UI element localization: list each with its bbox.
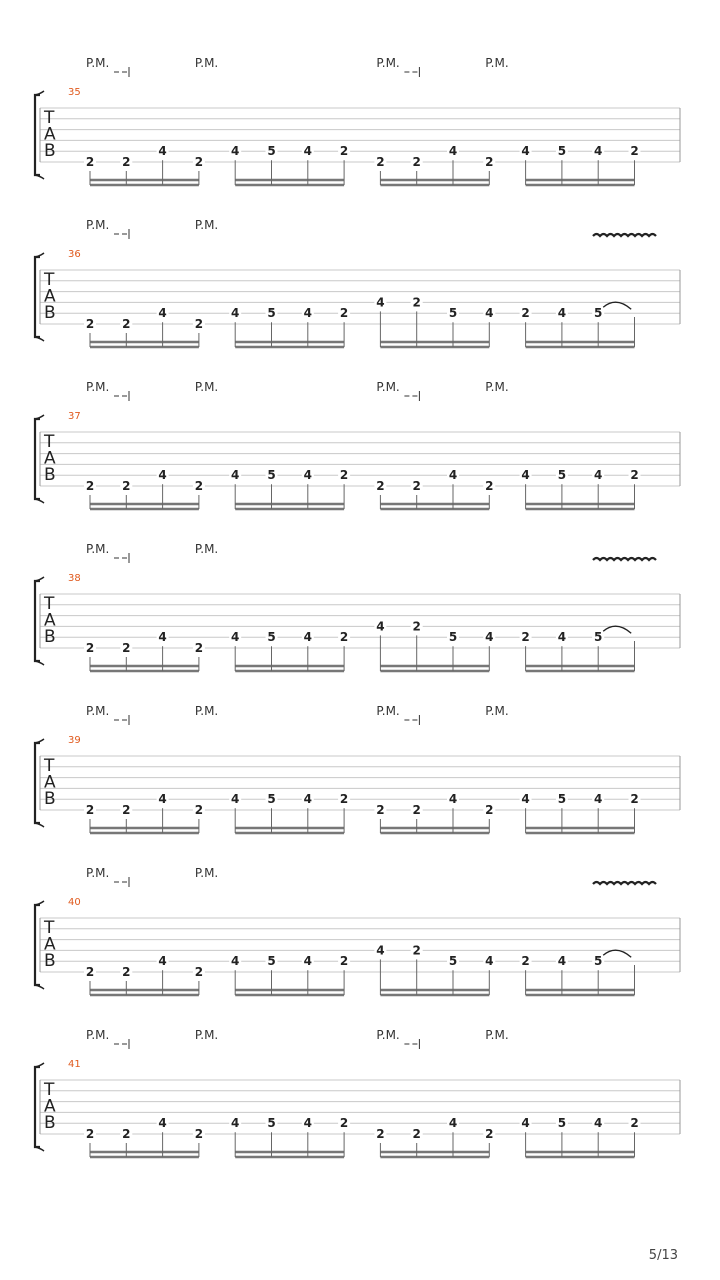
tab-clef-letter: B — [44, 951, 56, 971]
fret-number: 2 — [376, 479, 385, 493]
fret-number: 2 — [122, 1127, 131, 1141]
fret-number: 4 — [158, 792, 167, 807]
system-bracket — [35, 905, 40, 985]
fret-number: 2 — [85, 641, 95, 655]
fret-number: 2 — [412, 155, 421, 169]
fret-number: 5 — [448, 954, 458, 969]
fret-number: 4 — [376, 295, 385, 310]
fret-number: 4 — [485, 630, 494, 645]
fret-number: 2 — [376, 155, 385, 169]
palm-mute-label: P.M. — [86, 542, 110, 556]
tab-clef-letter: T — [44, 270, 55, 290]
tab-clef-letter: T — [44, 918, 55, 938]
tie-arc — [603, 950, 631, 957]
fret-number: 2 — [521, 306, 530, 321]
fret-number: 2 — [339, 1116, 349, 1131]
fret-number: 5 — [267, 630, 276, 645]
fret-number: 2 — [122, 641, 131, 655]
fret-number: 4 — [448, 1116, 458, 1131]
fret-number: 5 — [557, 792, 567, 807]
system-bracket — [35, 743, 40, 823]
fret-number: 5 — [594, 630, 603, 645]
fret-number: 4 — [158, 468, 167, 483]
fret-number: 2 — [85, 1127, 95, 1141]
palm-mute-label: P.M. — [86, 56, 110, 70]
tab-clef-letter: A — [44, 448, 56, 469]
fret-number: 2 — [630, 1116, 639, 1131]
fret-number: 4 — [303, 792, 312, 807]
palm-mute-label: P.M. — [194, 542, 219, 556]
bracket-hook — [35, 91, 44, 95]
tab-clef-letter: B — [44, 465, 56, 485]
fret-number: 2 — [521, 630, 530, 645]
fret-number: 2 — [339, 306, 349, 321]
tab-clef-letter: B — [44, 141, 56, 161]
palm-mute-label: P.M. — [194, 56, 219, 70]
fret-number: 4 — [303, 306, 312, 321]
tie-arc — [603, 626, 631, 633]
tab-clef-letter: A — [44, 1096, 56, 1117]
tab-clef-letter: T — [44, 756, 55, 776]
tab-clef-letter: A — [44, 772, 56, 793]
measure-number: 41 — [68, 1059, 81, 1070]
system-bracket — [35, 95, 40, 175]
fret-number: 2 — [376, 803, 385, 817]
bracket-hook — [35, 823, 44, 827]
fret-number: 5 — [557, 1116, 567, 1131]
fret-number: 5 — [557, 468, 567, 483]
fret-number: 4 — [303, 630, 312, 645]
fret-number: 4 — [521, 1116, 530, 1131]
fret-number: 2 — [85, 479, 95, 493]
fret-number: 2 — [485, 479, 494, 493]
fret-number: 4 — [231, 954, 240, 969]
palm-mute-label: P.M. — [485, 56, 509, 70]
fret-number: 4 — [448, 468, 458, 483]
fret-number: 4 — [158, 306, 167, 321]
fret-number: 4 — [231, 468, 240, 483]
fret-number: 2 — [630, 792, 639, 807]
system-bracket — [35, 419, 40, 499]
fret-number: 2 — [122, 317, 131, 331]
fret-number: 2 — [85, 155, 95, 169]
fret-number: 2 — [412, 1127, 421, 1141]
tab-clef-letter: T — [44, 108, 55, 128]
fret-number: 4 — [594, 1116, 603, 1131]
bracket-hook — [35, 175, 44, 179]
bracket-hook — [35, 337, 44, 341]
fret-number: 2 — [194, 1127, 204, 1141]
palm-mute-label: P.M. — [86, 218, 110, 232]
fret-number: 2 — [194, 155, 204, 169]
bracket-hook — [35, 253, 44, 257]
tab-clef-letter: T — [44, 432, 55, 452]
tab-clef-letter: A — [44, 124, 56, 145]
fret-number: 4 — [158, 630, 167, 645]
bracket-hook — [35, 1147, 44, 1151]
bracket-hook — [35, 1063, 44, 1067]
palm-mute-label: P.M. — [485, 380, 509, 394]
tab-clef-letter: B — [44, 789, 56, 809]
palm-mute-label: P.M. — [194, 218, 219, 232]
palm-mute-label: P.M. — [86, 1028, 110, 1042]
fret-number: 5 — [448, 630, 458, 645]
tie-arc — [603, 302, 631, 309]
fret-number: 4 — [376, 619, 385, 634]
bracket-hook — [35, 985, 44, 989]
fret-number: 5 — [594, 306, 603, 321]
fret-number: 2 — [194, 965, 204, 979]
palm-mute-label: P.M. — [376, 56, 400, 70]
fret-number: 4 — [485, 306, 494, 321]
fret-number: 2 — [339, 792, 349, 807]
tab-clef-letter: T — [44, 594, 55, 614]
palm-mute-label: P.M. — [485, 1028, 509, 1042]
palm-mute-label: P.M. — [376, 380, 400, 394]
measure-number: 36 — [68, 249, 81, 260]
fret-number: 4 — [521, 144, 530, 159]
fret-number: 4 — [521, 468, 530, 483]
fret-number: 2 — [521, 954, 530, 969]
fret-number: 4 — [231, 144, 240, 159]
fret-number: 5 — [557, 144, 567, 159]
bracket-hook — [35, 415, 44, 419]
bracket-hook — [35, 577, 44, 581]
fret-number: 4 — [557, 630, 567, 645]
palm-mute-label: P.M. — [194, 866, 219, 880]
bracket-hook — [35, 499, 44, 503]
fret-number: 2 — [85, 317, 95, 331]
palm-mute-label: P.M. — [194, 1028, 219, 1042]
fret-number: 4 — [303, 1116, 312, 1131]
tab-clef-letter: A — [44, 934, 56, 955]
fret-number: 4 — [594, 468, 603, 483]
tab-clef-letter: T — [44, 1080, 55, 1100]
tab-clef-letter: B — [44, 627, 56, 647]
bracket-hook — [35, 739, 44, 743]
palm-mute-label: P.M. — [376, 704, 400, 718]
fret-number: 5 — [267, 144, 276, 159]
palm-mute-label: P.M. — [86, 380, 110, 394]
measure-number: 40 — [68, 897, 81, 908]
fret-number: 2 — [485, 1127, 494, 1141]
fret-number: 2 — [412, 479, 421, 493]
fret-number: 4 — [448, 144, 458, 159]
fret-number: 2 — [122, 803, 131, 817]
measure-number: 35 — [68, 87, 81, 98]
fret-number: 4 — [594, 144, 603, 159]
fret-number: 4 — [594, 792, 603, 807]
fret-number: 2 — [412, 943, 421, 958]
fret-number: 4 — [231, 1116, 240, 1131]
fret-number: 5 — [267, 306, 276, 321]
fret-number: 4 — [303, 144, 312, 159]
fret-number: 4 — [158, 144, 167, 159]
fret-number: 2 — [339, 954, 349, 969]
vibrato-mark — [593, 234, 656, 236]
fret-number: 4 — [303, 954, 312, 969]
fret-number: 2 — [485, 155, 494, 169]
system-bracket — [35, 257, 40, 337]
fret-number: 2 — [339, 630, 349, 645]
tab-clef-letter: B — [44, 303, 56, 323]
fret-number: 2 — [339, 468, 349, 483]
vibrato-mark — [593, 558, 656, 560]
palm-mute-label: P.M. — [485, 704, 509, 718]
fret-number: 2 — [630, 144, 639, 159]
fret-number: 2 — [194, 317, 204, 331]
fret-number: 2 — [194, 479, 204, 493]
fret-number: 2 — [339, 144, 349, 159]
fret-number: 4 — [231, 630, 240, 645]
fret-number: 2 — [376, 1127, 385, 1141]
measure-number: 39 — [68, 735, 81, 746]
fret-number: 2 — [194, 803, 204, 817]
fret-number: 2 — [122, 965, 131, 979]
measure-number: 37 — [68, 411, 81, 422]
tab-clef-letter: B — [44, 1113, 56, 1133]
fret-number: 4 — [485, 954, 494, 969]
palm-mute-label: P.M. — [86, 704, 110, 718]
fret-number: 4 — [521, 792, 530, 807]
fret-number: 5 — [267, 1116, 276, 1131]
fret-number: 5 — [594, 954, 603, 969]
palm-mute-label: P.M. — [194, 380, 219, 394]
fret-number: 4 — [557, 306, 567, 321]
fret-number: 5 — [267, 792, 276, 807]
fret-number: 5 — [267, 468, 276, 483]
palm-mute-label: P.M. — [376, 1028, 400, 1042]
palm-mute-label: P.M. — [86, 866, 110, 880]
vibrato-mark — [593, 882, 656, 884]
fret-number: 5 — [267, 954, 276, 969]
tab-clef-letter: A — [44, 610, 56, 631]
palm-mute-label: P.M. — [194, 704, 219, 718]
fret-number: 4 — [557, 954, 567, 969]
system-bracket — [35, 1067, 40, 1147]
fret-number: 2 — [122, 155, 131, 169]
fret-number: 2 — [85, 965, 95, 979]
tab-clef-letter: A — [44, 286, 56, 307]
fret-number: 2 — [194, 641, 204, 655]
fret-number: 2 — [630, 468, 639, 483]
fret-number: 2 — [412, 619, 421, 634]
fret-number: 2 — [122, 479, 131, 493]
measure-number: 38 — [68, 573, 81, 584]
fret-number: 4 — [303, 468, 312, 483]
bracket-hook — [35, 661, 44, 665]
fret-number: 4 — [231, 792, 240, 807]
fret-number: 5 — [448, 306, 458, 321]
fret-number: 2 — [85, 803, 95, 817]
fret-number: 4 — [376, 943, 385, 958]
page-number: 5/13 — [648, 1248, 678, 1263]
fret-number: 2 — [412, 295, 421, 310]
fret-number: 4 — [448, 792, 458, 807]
system-bracket — [35, 581, 40, 661]
bracket-hook — [35, 901, 44, 905]
fret-number: 4 — [158, 954, 167, 969]
fret-number: 2 — [412, 803, 421, 817]
fret-number: 4 — [158, 1116, 167, 1131]
fret-number: 4 — [231, 306, 240, 321]
fret-number: 2 — [485, 803, 494, 817]
